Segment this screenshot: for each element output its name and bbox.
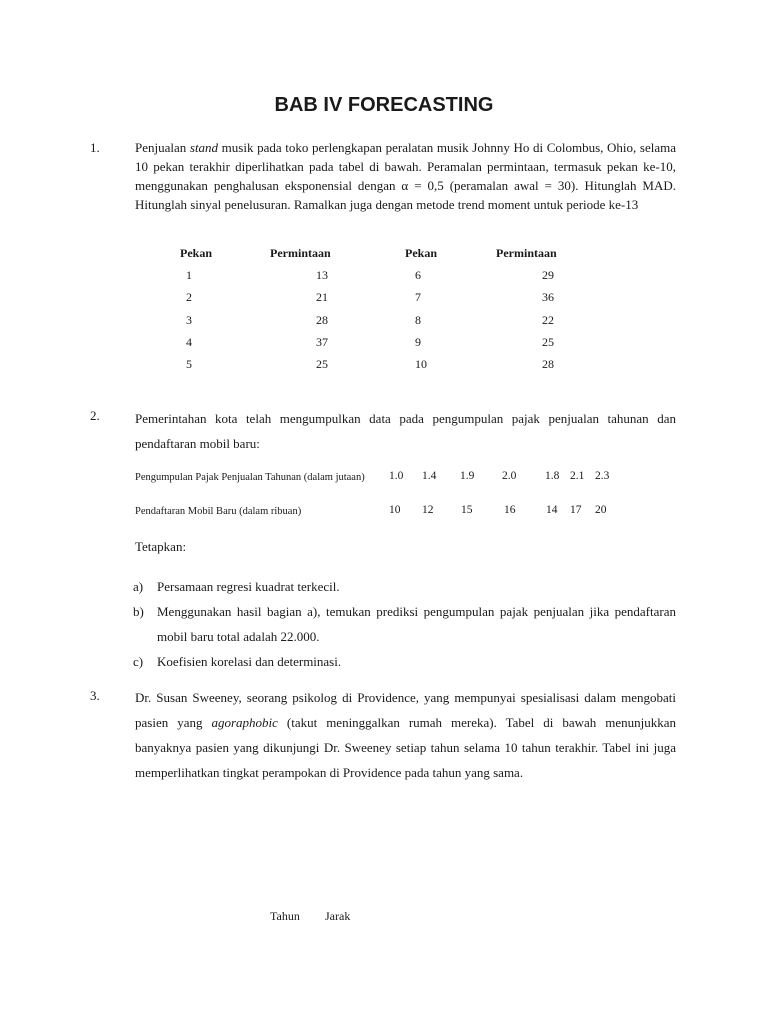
tax-value: 2.3 [595, 470, 610, 482]
table-cell: 25 [316, 357, 328, 371]
list-item-label: b) [133, 604, 144, 619]
q3-text-emphasis: agoraphobic [211, 715, 278, 730]
table-header-pekan-1: Pekan [180, 246, 213, 260]
registration-value: 10 [389, 504, 401, 516]
row-label-tax: Pengumpulan Pajak Penjualan Tahunan (dalam jutaan) [135, 472, 365, 483]
table-cell: 10 [415, 357, 427, 371]
table-header-tahun: Tahun [270, 909, 300, 923]
q2-text: Pemerintahan kota telah mengumpulkan data pada pengumpulan pajak penjualan tahunan dan pendaftaran mobil baru: [135, 411, 676, 451]
tax-value: 1.0 [389, 470, 404, 482]
registration-value: 16 [504, 504, 516, 516]
tax-value: 1.8 [545, 470, 560, 482]
question-2-number: 2. [90, 408, 100, 423]
list-item-text: Persamaan regresi kuadrat terkecil. [157, 579, 340, 594]
table-header-permintaan-2: Permintaan [496, 246, 557, 260]
table-cell: 22 [542, 313, 554, 327]
table-cell: 1 [186, 268, 192, 282]
q1-text-before: Penjualan [135, 140, 190, 155]
q2-subquestions [133, 574, 676, 674]
table-cell: 7 [415, 290, 421, 304]
table-header-pekan-2: Pekan [405, 246, 438, 260]
table-header-permintaan-1: Permintaan [270, 246, 331, 260]
table-cell: 13 [316, 268, 328, 282]
q1-text-emphasis: stand [189, 140, 219, 155]
table-cell: 21 [316, 290, 328, 304]
list-item-label: a) [133, 579, 144, 594]
page-title: BAB IV FORECASTING [274, 94, 494, 116]
table-header-jarak: Jarak [325, 909, 351, 923]
registration-value: 15 [461, 504, 473, 516]
registration-value: 20 [595, 504, 607, 516]
list-item-text: Menggunakan hasil bagian a), temukan prediksi pengumpulan pajak penjualan jika pendaftaran mobil baru total adalah 22.000. [157, 604, 676, 644]
registration-value: 14 [546, 504, 558, 516]
question-1-text [135, 138, 676, 214]
list-item [133, 599, 676, 649]
tax-value: 1.9 [460, 470, 475, 482]
table-cell: 25 [542, 335, 554, 349]
table-cell: 37 [316, 335, 328, 349]
table-cell: 9 [415, 335, 421, 349]
registration-value: 12 [422, 504, 434, 516]
table-cell: 29 [542, 268, 554, 282]
table-cell: 3 [186, 313, 192, 327]
tax-value: 1.4 [422, 470, 437, 482]
q3-text-before: Dr. Susan Sweeney, seorang psikolog di Providence, yang mempunyai spesialisasi dalam mengobati pasien yang [135, 690, 676, 730]
table-cell: 28 [542, 357, 554, 371]
question-3-number: 3. [90, 688, 100, 703]
question-3-text [135, 685, 676, 785]
row-label-registration: Pendaftaran Mobil Baru (dalam ribuan) [135, 506, 302, 517]
tax-value: 2.0 [502, 470, 517, 482]
table-cell: 6 [415, 268, 421, 282]
table-cell: 8 [415, 313, 421, 327]
list-item-text: Koefisien korelasi dan determinasi. [157, 654, 342, 669]
table-cell: 5 [186, 357, 192, 371]
q3-text-after: (takut meninggalkan rumah mereka). Tabel di bawah menunjukkan banyaknya pasien yang dikunjungi Dr. Sweeney setiap tahun selama 10 tahun terakhir. Tabel ini juga memperlihatkan tingkat perampokan di Providence pada tahun yang sama. [135, 715, 677, 780]
list-item [133, 574, 676, 599]
question-1-number: 1. [90, 140, 100, 155]
table-cell: 4 [186, 335, 192, 349]
tax-value: 2.1 [570, 470, 585, 482]
question-2-text [135, 406, 676, 456]
registration-value: 17 [570, 504, 582, 516]
table-cell: 36 [542, 290, 554, 304]
list-item-label: c) [133, 654, 144, 669]
list-item [133, 649, 676, 674]
tetapkan-label: Tetapkan: [135, 539, 187, 554]
table-cell: 2 [186, 290, 192, 304]
table-cell: 28 [316, 313, 328, 327]
q1-text-after: musik pada toko perlengkapan peralatan musik Johnny Ho di Colombus, Ohio, selama 10 pekan terakhir diperlihatkan pada tabel di bawah. Peramalan permintaan, termasuk pekan ke-10, menggunakan penghalusan eksponensial dengan α = 0,5 (peramalan awal = 30). Hitunglah MAD. Hitunglah sinyal penelusuran. Ramalkan juga dengan metode trend moment untuk periode ke-13 [135, 140, 676, 212]
